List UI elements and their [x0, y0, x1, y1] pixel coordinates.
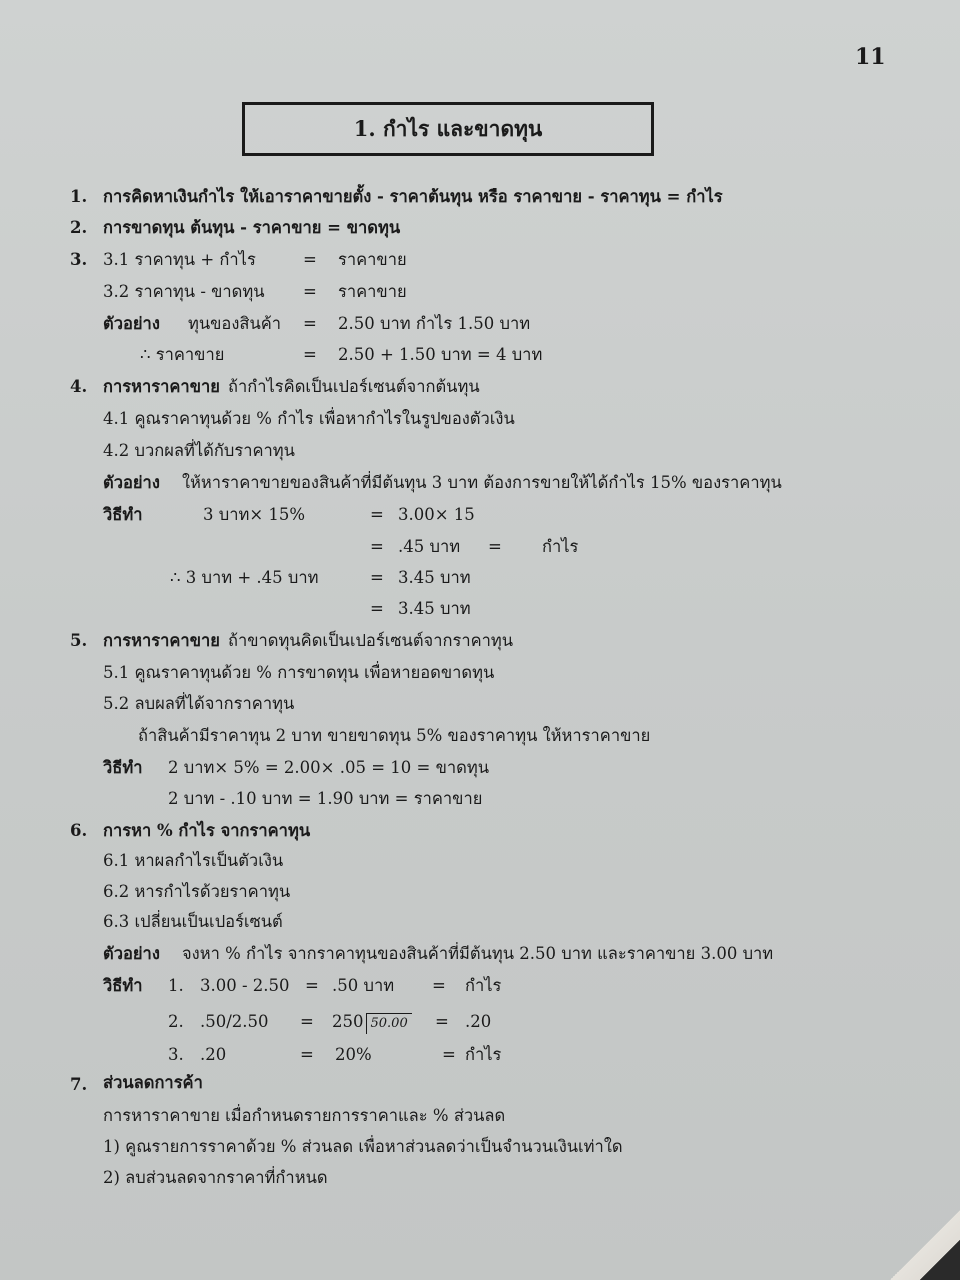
item-5-m1: 2 บาท× 5% = 2.00× .05 = 10 = ขาดทุน	[168, 758, 490, 777]
item-4-m1-eq: =	[370, 505, 384, 524]
section-title: 1. กำไร และขาดทุน	[353, 115, 543, 141]
item-4-2: 4.2 บวกผลที่ได้กับราคาทุน	[103, 441, 295, 460]
item-6-m2-eq: =	[300, 1012, 314, 1031]
item-6-1: 6.1 หาผลกำไรเป็นตัวเงิน	[103, 851, 284, 870]
item-7-heading: ส่วนลดการค้า	[103, 1073, 203, 1092]
item-6-m2-num: 2.	[168, 1012, 184, 1031]
item-6-method-label: วิธีทำ	[103, 976, 143, 995]
item-5-2: 5.2 ลบผลที่ได้จากราคาทุน	[103, 694, 295, 713]
item-6-m1-eq: =	[305, 976, 319, 995]
item-number-2: 2.	[70, 218, 88, 237]
item-6-m3-eq2: =	[442, 1045, 456, 1064]
item-4-m1-left: 3 บาท× 15%	[203, 505, 306, 524]
item-4-m4-eq: =	[370, 599, 384, 618]
item-3-result-left: ∴ ราคาขาย	[140, 345, 225, 364]
item-4-example-text: ให้หาราคาขายของสินค้าที่มีต้นทุน 3 บาท ต้องการขายให้ได้กำไร 15% ของราคาทุน	[182, 473, 782, 492]
item-6-example-text: จงหา % กำไร จากราคาทุนของสินค้าที่มีต้นทุน 2.50 บาท และราคาขาย 3.00 บาท	[182, 944, 774, 963]
item-4-m2-right: กำไร	[542, 537, 579, 556]
item-4-example-label: ตัวอย่าง	[103, 473, 160, 492]
item-4-m2-mid: .45 บาท	[398, 537, 461, 556]
item-4-m2-eq: =	[370, 537, 384, 556]
item-6-m3-expr: .20	[200, 1045, 227, 1064]
item-5-heading-rest: ถ้าขาดทุนคิดเป็นเปอร์เซนต์จากราคาทุน	[228, 631, 514, 650]
item-number-3: 3.	[70, 250, 88, 269]
item-5-method-label: วิธีทำ	[103, 758, 143, 777]
item-3-2-left: 3.2 ราคาทุน - ขาดทุน	[103, 282, 265, 301]
item-5-m2: 2 บาท - .10 บาท = 1.90 บาท = ราคาขาย	[168, 789, 483, 808]
item-6-m3-num: 3.	[168, 1045, 184, 1064]
item-5-1: 5.1 คูณราคาทุนด้วย % การขาดทุน เพื่อหายอดขาดทุน	[103, 663, 495, 682]
item-6-m2-divisor: 250	[332, 1012, 364, 1031]
item-3-example-right: 2.50 บาท กำไร 1.50 บาท	[338, 314, 531, 333]
item-4-1: 4.1 คูณราคาทุนด้วย % กำไร เพื่อหากำไรในรูปของตัวเงิน	[103, 409, 515, 428]
item-3-example-eq: =	[303, 314, 317, 333]
item-7-2: 2) ลบส่วนลดจากราคาที่กำหนด	[103, 1168, 328, 1187]
item-6-heading: การหา % กำไร จากราคาทุน	[103, 821, 311, 840]
item-6-m3-eq: =	[300, 1045, 314, 1064]
section-title-box	[242, 102, 654, 156]
item-number-6: 6.	[70, 821, 88, 840]
item-number-5: 5.	[70, 631, 88, 650]
page-corner-shadow	[920, 1240, 960, 1280]
item-6-m2-res: .20	[465, 1012, 492, 1031]
item-4-heading: การหาราคาขาย	[103, 377, 220, 396]
item-6-example-label: ตัวอย่าง	[103, 944, 160, 963]
item-4-m1-right: 3.00× 15	[398, 505, 475, 524]
item-4-method-label: วิธีทำ	[103, 505, 143, 524]
item-3-example-label: ตัวอย่าง	[103, 314, 160, 333]
item-6-m1-eq2: =	[432, 976, 446, 995]
item-6-m1-res: กำไร	[465, 976, 502, 995]
item-6-m1-expr: 3.00 - 2.50	[200, 976, 290, 995]
item-3-example-left: ทุนของสินค้า	[188, 314, 282, 333]
item-5-heading: การหาราคาขาย	[103, 631, 220, 650]
item-3-1-right: ราคาขาย	[338, 250, 407, 269]
item-7-intro: การหาราคาขาย เมื่อกำหนดรายการราคาและ % ส่วนลด	[103, 1106, 506, 1125]
item-5-problem: ถ้าสินค้ามีราคาทุน 2 บาท ขายขาดทุน 5% ของราคาทุน ให้หาราคาขาย	[138, 726, 651, 745]
item-number-7: 7.	[70, 1075, 88, 1094]
item-3-1-eq: =	[303, 250, 317, 269]
item-6-m2-division	[332, 1012, 412, 1034]
page-number: 11	[855, 44, 886, 70]
item-4-m3-right: 3.45 บาท	[398, 568, 471, 587]
item-6-2: 6.2 หารกำไรด้วยราคาทุน	[103, 882, 291, 901]
item-6-m1-num: 1.	[168, 976, 184, 995]
item-3-result-eq: =	[303, 345, 317, 364]
item-3-2-right: ราคาขาย	[338, 282, 407, 301]
item-number-4: 4.	[70, 377, 88, 396]
item-6-m2-eq2: =	[435, 1012, 449, 1031]
item-7-1: 1) คูณรายการราคาด้วย % ส่วนลด เพื่อหาส่วนลดว่าเป็นจำนวนเงินเท่าใด	[103, 1137, 623, 1156]
item-4-heading-rest: ถ้ากำไรคิดเป็นเปอร์เซนต์จากต้นทุน	[228, 377, 480, 396]
item-6-m2-expr: .50/2.50	[200, 1012, 269, 1031]
item-6-m3-res: กำไร	[465, 1045, 502, 1064]
item-4-m4-right: 3.45 บาท	[398, 599, 471, 618]
item-3-1-left: 3.1 ราคาทุน + กำไร	[103, 250, 256, 269]
item-number-1: 1.	[70, 187, 88, 206]
item-6-m3-val: 20%	[335, 1045, 372, 1064]
item-3-2-eq: =	[303, 282, 317, 301]
item-6-3: 6.3 เปลี่ยนเป็นเปอร์เซนต์	[103, 912, 283, 931]
item-4-m2-eq2: =	[488, 537, 502, 556]
item-6-m1-val: .50 บาท	[332, 976, 395, 995]
item-4-m3-eq: =	[370, 568, 384, 587]
item-1-text: การคิดหาเงินกำไร ให้เอาราคาขายตั้ง - ราคาต้นทุน หรือ ราคาขาย - ราคาทุน = กำไร	[103, 187, 723, 206]
item-3-result-right: 2.50 + 1.50 บาท = 4 บาท	[338, 345, 543, 364]
item-2-text: การขาดทุน ต้นทุน - ราคาขาย = ขาดทุน	[103, 218, 401, 237]
item-4-m3-left: ∴ 3 บาท + .45 บาท	[170, 568, 319, 587]
item-6-m2-dividend: 50.00	[366, 1013, 412, 1034]
